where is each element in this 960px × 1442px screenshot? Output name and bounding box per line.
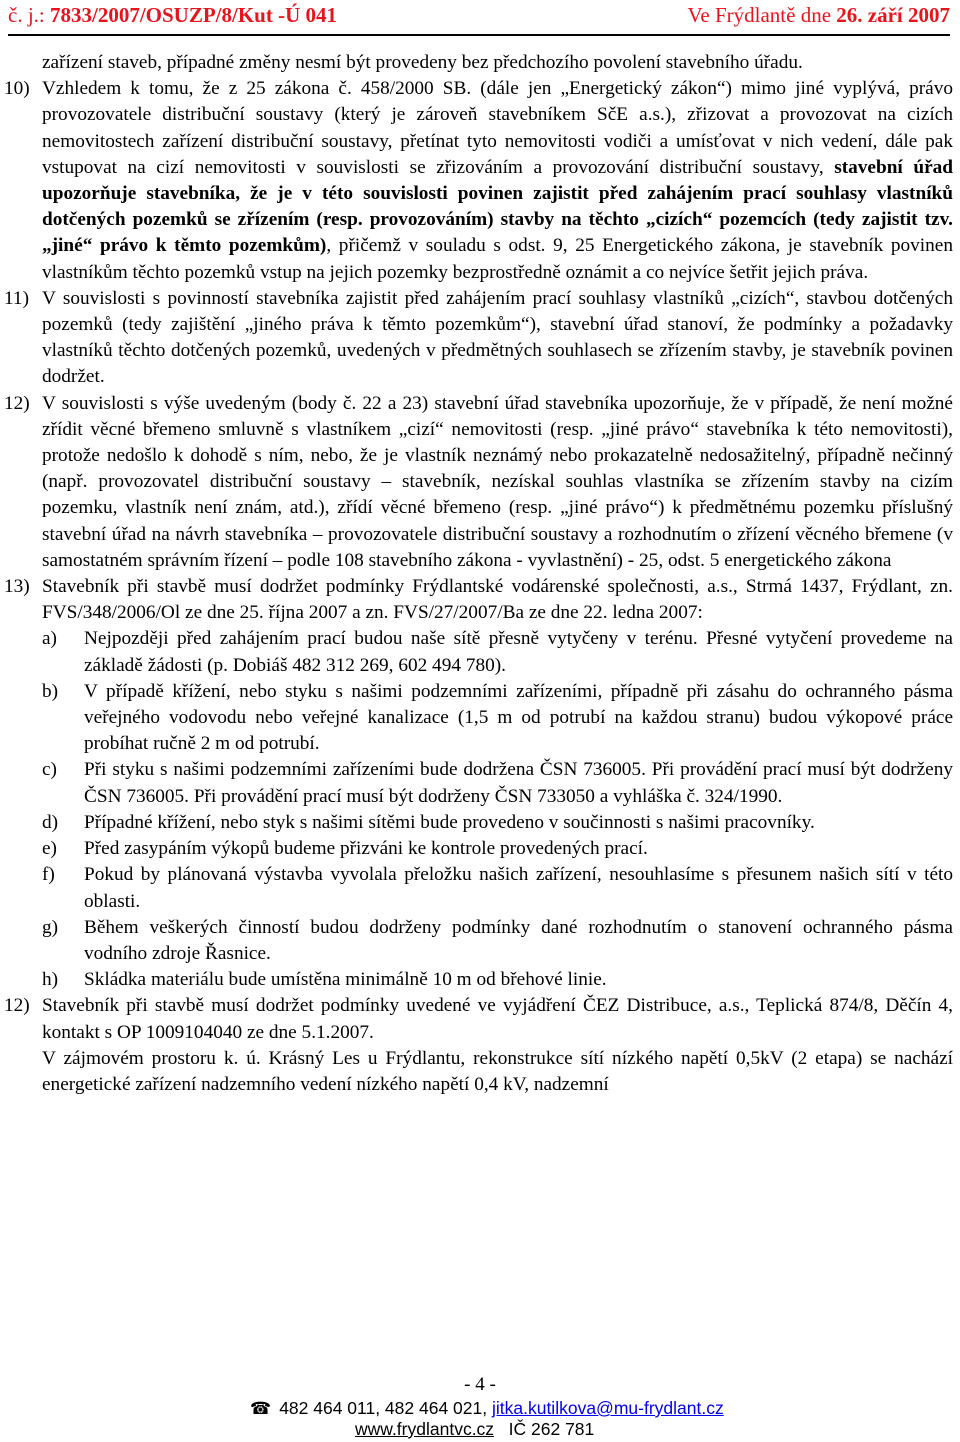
list-item: c) Při styku s našimi podzemními zařízeními bude dodržena ČSN 736005. Při provádění prací musí být dodrženy ČSN 736005. Při provádění prací musí být dodrženy ČSN 733050 a vyhláška č. 324/1990.	[42, 759, 953, 807]
page-header	[8, 3, 950, 33]
paragraph-number: 10)	[4, 78, 30, 100]
paragraph-number: 12)	[4, 995, 30, 1017]
list-item: h) Skládka materiálu bude umístěna minimálně 10 m od břehové linie.	[42, 969, 607, 991]
paragraph-12b: 12) Stavebník při stavbě musí dodržet podmínky uvedené ve vyjádření ČEZ Distribuce, a.s., Teplická 874/8, Děčín 4, kontakt s OP 1009104040 ze dne 5.1.2007.	[4, 995, 953, 1043]
footer-web	[355, 1419, 594, 1440]
email-link[interactable]: jitka.kutilkova@mu-frydlant.cz	[491, 1398, 724, 1418]
document-body	[0, 50, 960, 1098]
list-item: f) Pokud by plánovaná výstavba vyvolala přeložku našich zařízení, nesouhlasíme s přesunem našich sítí v této oblasti.	[42, 864, 953, 912]
paragraph-number: 12)	[4, 392, 30, 414]
paragraph-continuation: zařízení staveb, případné změny nesmí být provedeny bez předchozího povolení stavebního úřadu.	[42, 52, 803, 73]
reference-number: č. j.: 7833/2007/OSUZP/8/Kut -Ú 041	[8, 3, 338, 27]
document-date: Ve Frýdlantě dne 26. září 2007	[687, 3, 950, 27]
list-item: d) Případné křížení, nebo styk s našimi sítěmi bude provedeno v součinnosti s našimi pracovníky.	[42, 811, 815, 833]
list-item: b) V případě křížení, nebo styku s našimi podzemními zařízeními, případně při zásahu do ochranného pásma veřejného vodovodu nebo veřejné kanalizace (1,5 m od potrubí na každou stranu) budou výkopové práce probíhat ručně 2 m od potrubí.	[42, 680, 953, 755]
footer-contact	[250, 1398, 724, 1419]
footer-phones: 482 464 011, 482 464 021,	[279, 1398, 492, 1418]
paragraph-13: 13) Stavebník při stavbě musí dodržet podmínky Frýdlantské vodárenské společnosti, a.s., Strmá 1437, Frýdlant, zn. FVS/348/2006/Ol ze dne 25. října 2007 a zn. FVS/27/2007/Ba ze dne 22. ledna 2007:	[4, 576, 953, 624]
list-item: g) Během veškerých činností budou dodrženy podmínky dané rozhodnutím o stanovení ochranného pásma vodního zdroje Řasnice.	[42, 916, 953, 964]
bold-notice: stavební úřad upozorňuje stavebníka, že je v této souvislosti povinen zajistit před zahájením prací souhlasy vlastníků dotčených pozemků se zřízením (resp. provozováním) stavby na těchto „cizích“ pozemcích (tedy zajistit tzv. „jiné“ právo k těmto pozemkům)	[42, 156, 953, 257]
page-number: - 4 -	[464, 1374, 496, 1395]
list-item: a) Nejpozději před zahájením prací budou naše sítě přesně vytyčeny v terénu. Přesné vytyčení provedeme na základě žádosti (p. Dobiáš 482 312 269, 602 494 780).	[42, 628, 953, 676]
phone-icon: ☎	[250, 1399, 272, 1419]
paragraph-10: 10) Vzhledem k tomu, že z 25 zákona č. 458/2000 SB. (dále jen „Energetický zákon“) mimo jiné vyplývá, právo provozovatele distribuční soustavy (který je zároveň stavebníkem SčE a.s.), zřizovat a provozovat na cizích nemovitostech zařízení distribuční soustavy, přetínat tyto nemovitosti vodiči a umísťovat v nich vedení, dále pak vstupovat na cizí nemovitosti v souvislosti se zřizováním a provozování distribuční soustavy, stavební úřad upozorňuje stavebníka, že je v této souvislosti povinen zajistit před zahájením prací souhlasy vlastníků dotčených pozemků se zřízením (resp. provozováním) stavby na těchto „cizích“ pozemcích (tedy zajistit tzv. „jiné“ právo k těmto pozemkům), přičemž v souladu s odst. 9, 25 Energetického zákona, je stavebník povinen vlastníkům těchto pozemků vstup na jejich pozemky bezprostředně oznámit a co nejvíce šetřit jejich práva.	[4, 78, 953, 283]
paragraph-number: 11)	[4, 287, 29, 309]
footer-ico: IČ 262 781	[508, 1419, 595, 1439]
paragraph-12: 12) V souvislosti s výše uvedeným (body č. 22 a 23) stavební úřad stavebníka upozorňuje, že v případě, že není možné zřídit věcné břemeno smluvně s vlastníkem „cizí“ nemovitosti (resp. „jiné právo“ stavebníka k této nemovitosti), protože nedošlo k dohodě s ním, nebo, že je vlastník neznámý nebo prokazatelně nedosažitelný, případně nečinný (např. provozovatel distribuční soustavy – stavebník, nezískal souhlas vlastníka se zřízením stavby na cizím pozemku, vlastník není znám, atd.), zřídí věcné břemeno (resp. „jiné právo“) k předmětnému pozemku příslušný stavební úřad na návrh stavebníka – provozovatele distribuční soustavy a rozhodnutím o zřízení věcného břemene (v samostatném správním řízení – podle 108 stavebního zákona - vyvlastnění) - 25, odst. 5 energetického zákona	[4, 392, 953, 571]
paragraph-12b-note: V zájmovém prostoru k. ú. Krásný Les u Frýdlantu, rekonstrukce sítí nízkého napětí 0,5kV (2 etapa) se nachází energetické zařízení nadzemního vedení nízkého napětí 0,4 kV, nadzemní	[42, 1047, 953, 1095]
paragraph-number: 13)	[4, 576, 30, 598]
list-item: e) Před zasypáním výkopů budeme přizváni ke kontrole provedených prací.	[42, 838, 648, 860]
header-divider	[8, 34, 950, 36]
paragraph-11: 11) V souvislosti s povinností stavebníka zajistit před zahájením prací souhlasy vlastníků „cizích“, stavbou dotčených pozemků (tedy zajištění „jiného práva k těmto pozemkům“), stavební úřad stanoví, že podmínky a požadavky vlastníků těchto dotčených pozemků, uvedených v předmětných souhlasech se zřízením stavby, je stavebník povinen dodržet.	[4, 287, 953, 388]
website-link[interactable]: www.frydlantvc.cz	[355, 1419, 495, 1439]
